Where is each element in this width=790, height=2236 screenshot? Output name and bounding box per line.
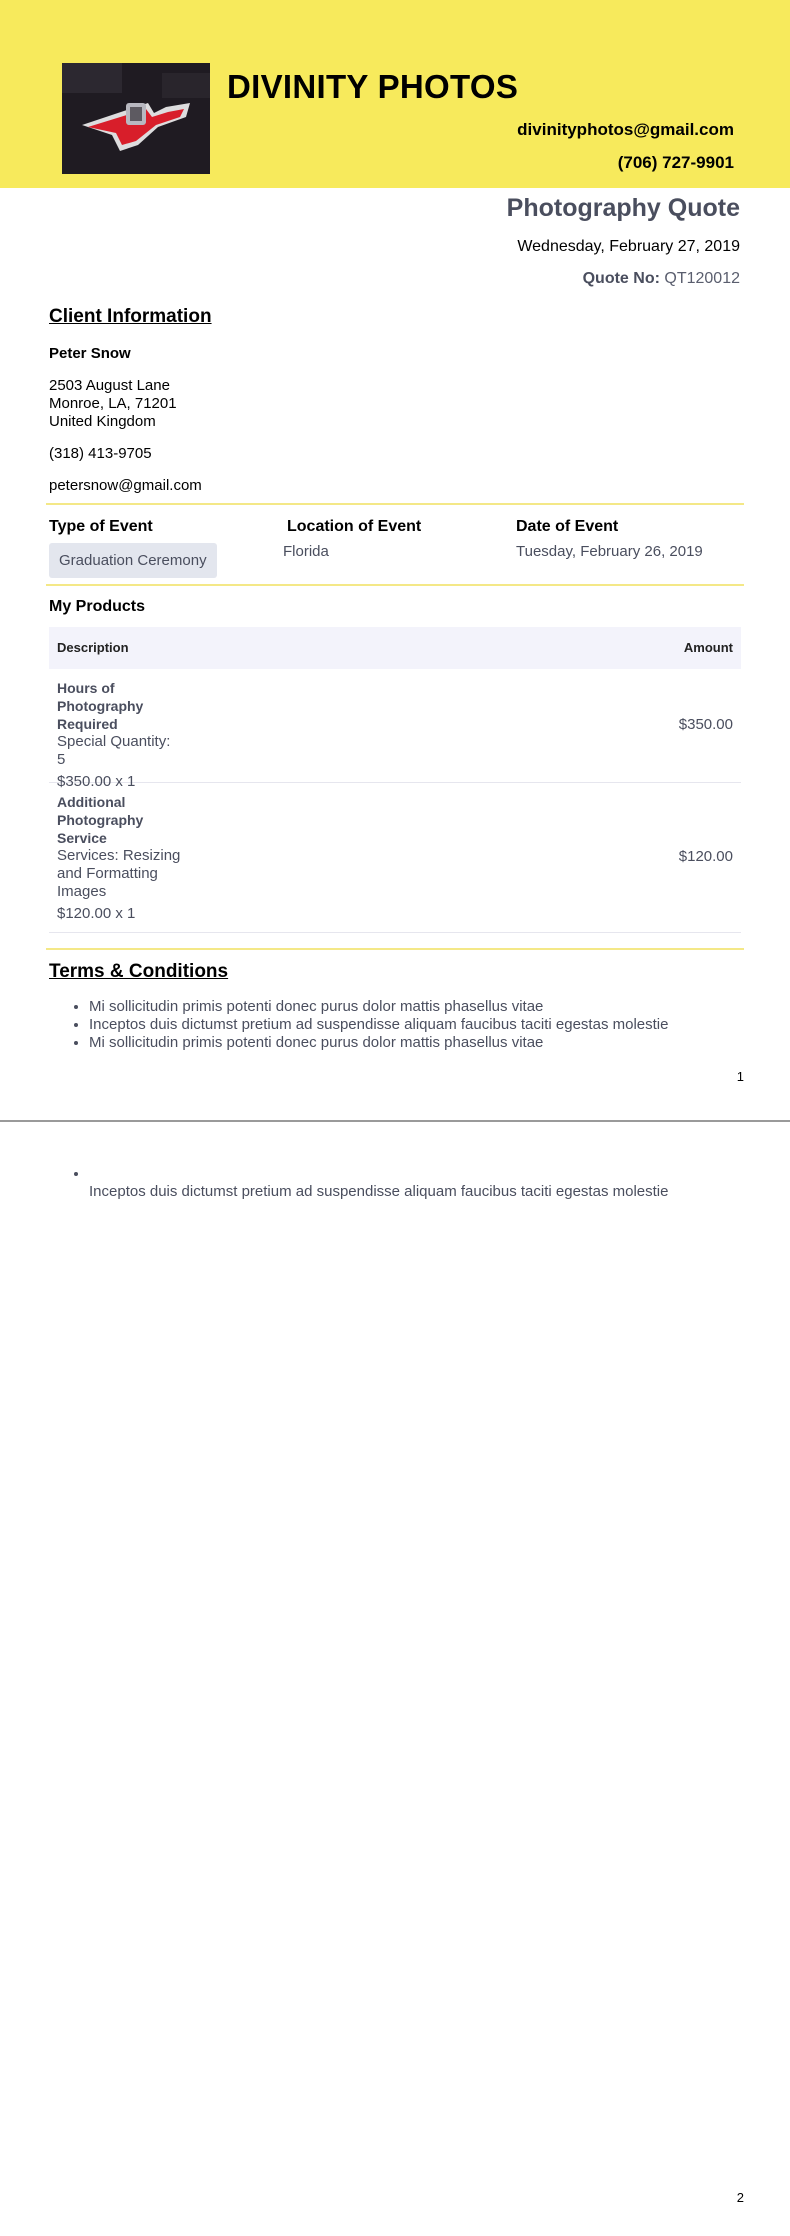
page-number: 2 [736,2190,744,2205]
client-address-line3: United Kingdom [49,413,156,430]
item-detail-line: Special Quantity: 5 [57,733,171,768]
client-address-line2: Monroe, LA, 71201 [49,395,177,412]
terms-list-continued [89,1165,668,1201]
item-title-line: Required [57,716,118,732]
divider [46,584,744,586]
company-phone: (706) 727-9901 [617,153,734,172]
item-amount: $120.00 [678,848,733,865]
event-location-value: Florida [283,543,329,560]
company-email: divinityphotos@gmail.com [517,120,734,139]
client-address-line1: 2503 August Lane [49,377,170,394]
table-row [49,783,741,933]
terms-list [89,998,668,1052]
logo-emblem-icon [62,63,210,174]
table-header [49,627,741,669]
client-phone: (318) 413-9705 [49,445,152,462]
table-row [49,669,741,790]
item-title-line: Service [57,830,107,846]
item-title-line: Hours of [57,680,115,696]
item-detail-line: Images [57,883,107,900]
item-title-line: Photography [57,812,144,828]
company-name: DIVINITY PHOTOS [227,68,519,105]
item-detail-line: and Formatting [57,865,158,882]
page-number: 1 [736,1069,744,1084]
item-description [49,783,189,923]
client-info-heading: Client Information [49,306,212,327]
client-email: petersnow@gmail.com [49,477,202,494]
event-type-value: Graduation Ceremony [49,543,217,578]
item-title-line: Photography [57,698,144,714]
event-location-label: Location of Event [287,518,422,535]
company-logo [62,63,210,174]
quote-date: Wednesday, February 27, 2019 [517,238,740,255]
event-type-label: Type of Event [49,518,153,535]
quote-number-value: QT120012 [664,270,740,287]
item-amount: $350.00 [678,716,733,733]
list-item: • Mi sollicitudin primis potenti donec purus dolor mattis phasellus vitae [89,998,668,1016]
terms-heading: Terms & Conditions [49,961,229,982]
divider [46,503,744,505]
client-name: Peter Snow [49,345,131,362]
products-heading: My Products [49,598,146,615]
page-2 [0,1122,790,2236]
column-header-description: Description [57,640,129,655]
item-title-line: Additional [57,794,126,810]
item-description [49,669,189,791]
item-detail-line: Services: Resizing [57,847,181,864]
item-quantity: $350.00 x 1 [57,773,136,790]
event-date-label: Date of Event [516,518,619,535]
column-header-amount: Amount [683,640,733,655]
event-date-value: Tuesday, February 26, 2019 [516,543,703,560]
document-title: Photography Quote [506,194,740,222]
products-table [49,627,741,933]
list-item: • Inceptos duis dictumst pretium ad suspendisse aliquam faucibus taciti egestas molestie [89,1016,668,1034]
divider [46,948,744,950]
list-item: Inceptos duis dictumst pretium ad suspendisse aliquam faucibus taciti egestas molestie [89,1183,669,1200]
list-item: • Mi sollicitudin primis potenti donec purus dolor mattis phasellus vitae [89,1034,668,1052]
header-banner [0,0,790,188]
quote-number [583,270,740,288]
quote-number-label: Quote No: [582,270,660,287]
list-item-empty [89,1165,668,1183]
item-quantity: $120.00 x 1 [57,905,136,922]
